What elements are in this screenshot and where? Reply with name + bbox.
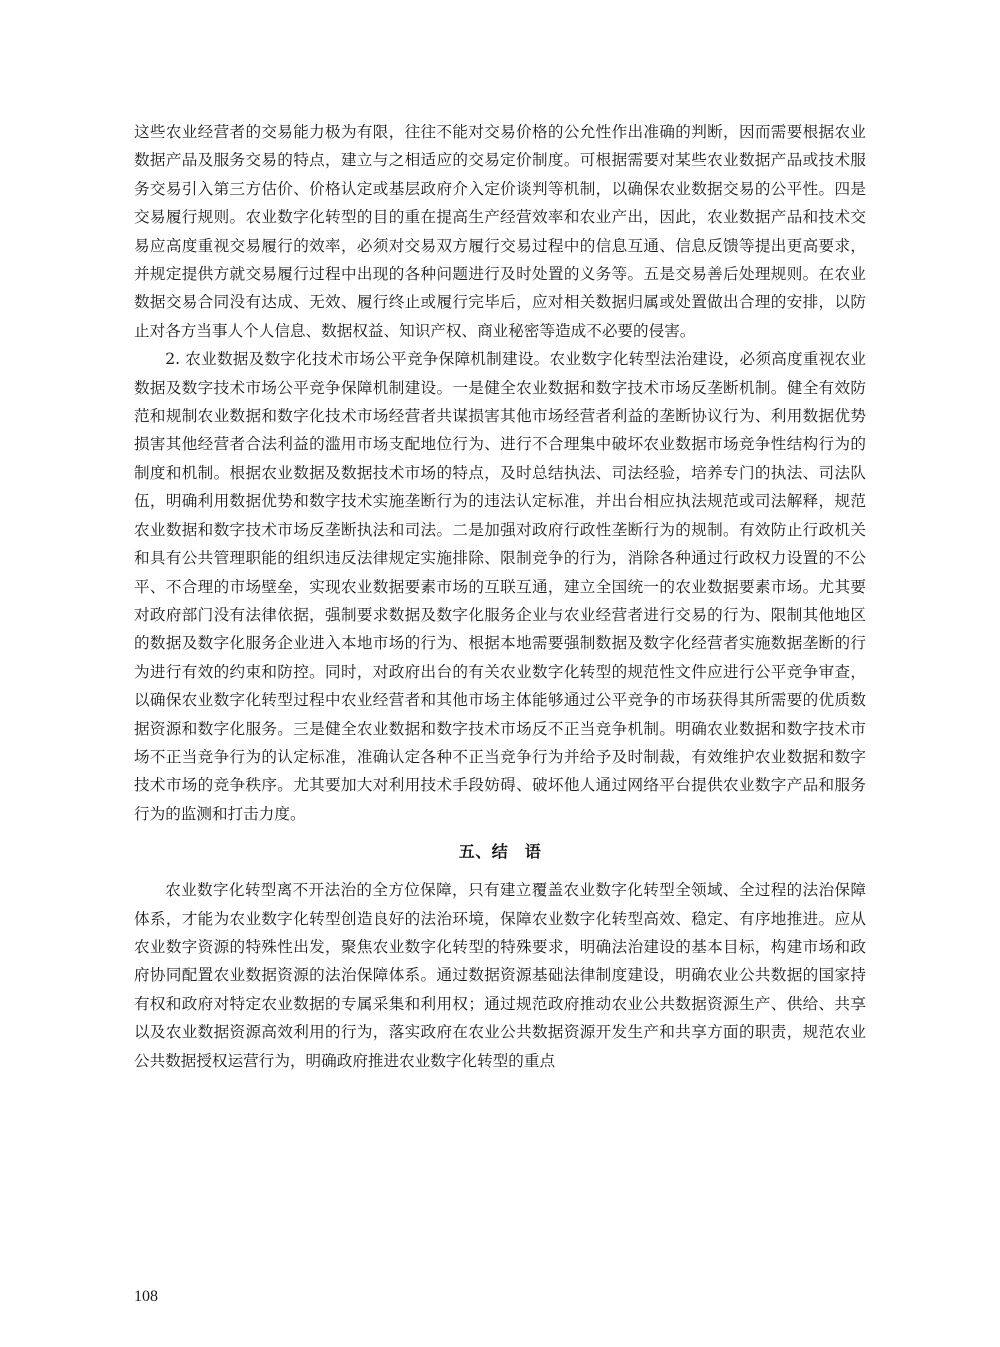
page-body bbox=[134, 118, 866, 1075]
conclusion-paragraph: 农业数字化转型离不开法治的全方位保障，只有建立覆盖农业数字化转型全领域、全过程的法治保障体系，才能为农业数字化转型创造良好的法治环境，保障农业数字化转型高效、稳定、有序地推进。应从农业数字资源的特殊性出发，聚焦农业数字化转型的特殊要求，明确法治建设的基本目标，构建市场和政府协同配置农业数据资源的法治保障体系。通过数据资源基础法律制度建设，明确农业公共数据的国家持有权和政府对特定农业数据的专属采集和利用权；通过规范政府推动农业公共数据资源生产、供给、共享以及农业数据资源高效利用的行为，落实政府在农业公共数据资源开发生产和共享方面的职责，规范农业公共数据授权运营行为，明确政府推进农业数字化转型的重点 bbox=[134, 881, 866, 1070]
body-paragraph-2: 2. 农业数据及数字化技术市场公平竞争保障机制建设。农业数字化转型法治建设，必须高度重视农业数据及数字技术市场公平竞争保障机制建设。一是健全农业数据和数字技术市场反垄断机制。健全有效防范和规制农业数据和数字化技术市场经营者共谋损害其他市场经营者利益的垄断协议行为、利用数据优势损害其他经营者合法利益的滥用市场支配地位行为、进行不合理集中破坏农业数据市场竞争性结构行为的制度和机制。根据农业数据及数据技术市场的特点，及时总结执法、司法经验，培养专门的执法、司法队伍，明确利用数据优势和数字技术实施垄断行为的违法认定标准，并出台相应执法规范或司法解释，规范农业数据和数字技术市场反垄断执法和司法。二是加强对政府行政性垄断行为的规制。有效防止行政机关和具有公共管理职能的组织违反法律规定实施排除、限制竞争的行为，消除各种通过行政权力设置的不公平、不合理的市场壁垒，实现农业数据要素市场的互联互通，建立全国统一的农业数据要素市场。尤其要对政府部门没有法律依据，强制要求数据及数字化服务企业与农业经营者进行交易的行为、限制其他地区的数据及数字化服务企业进入本地市场的行为、根据本地需要强制数据及数字化经营者实施数据垄断的行为进行有效的约束和防控。同时，对政府出台的有关农业数字化转型的规范性文件应进行公平竞争审查，以确保农业数字化转型过程中农业经营者和其他市场主体能够通过公平竞争的市场获得其所需要的优质数据资源和数字化服务。三是健全农业数据和数字技术市场反不正当竞争机制。明确农业数据和数字技术市场不正当竞争行为的认定标准，准确认定各种不正当竞争行为并给予及时制裁，有效维护农业数据和数字技术市场的竞争秩序。尤其要加大对利用技术手段妨碍、破坏他人通过网络平台提供农业数字产品和服务行为的监测和打击力度。 bbox=[134, 350, 866, 823]
body-paragraph-1: 这些农业经营者的交易能力极为有限，往往不能对交易价格的公允性作出准确的判断，因而需要根据农业数据产品及服务交易的特点，建立与之相适应的交易定价制度。可根据需要对某些农业数据产品或技术服务交易引入第三方估价、价格认定或基层政府介入定价谈判等机制，以确保农业数据交易的公平性。四是交易履行规则。农业数字化转型的目的重在提高生产经营效率和农业产出，因此，农业数据产品和技术交易应高度重视交易履行的效率，必须对交易双方履行交易过程中的信息互通、信息反馈等提出更高要求，并规定提供方就交易履行过程中出现的各种问题进行及时处置的义务等。五是交易善后处理规则。在农业数据交易合同没有达成、无效、履行终止或履行完毕后，应对相关数据归属或处置做出合理的安排，以防止对各方当事人个人信息、数据权益、知识产权、商业秘密等造成不必要的侵害。 bbox=[134, 123, 866, 340]
page-number: 108 bbox=[134, 1288, 158, 1305]
section-heading: 五、结 语 bbox=[458, 842, 542, 862]
